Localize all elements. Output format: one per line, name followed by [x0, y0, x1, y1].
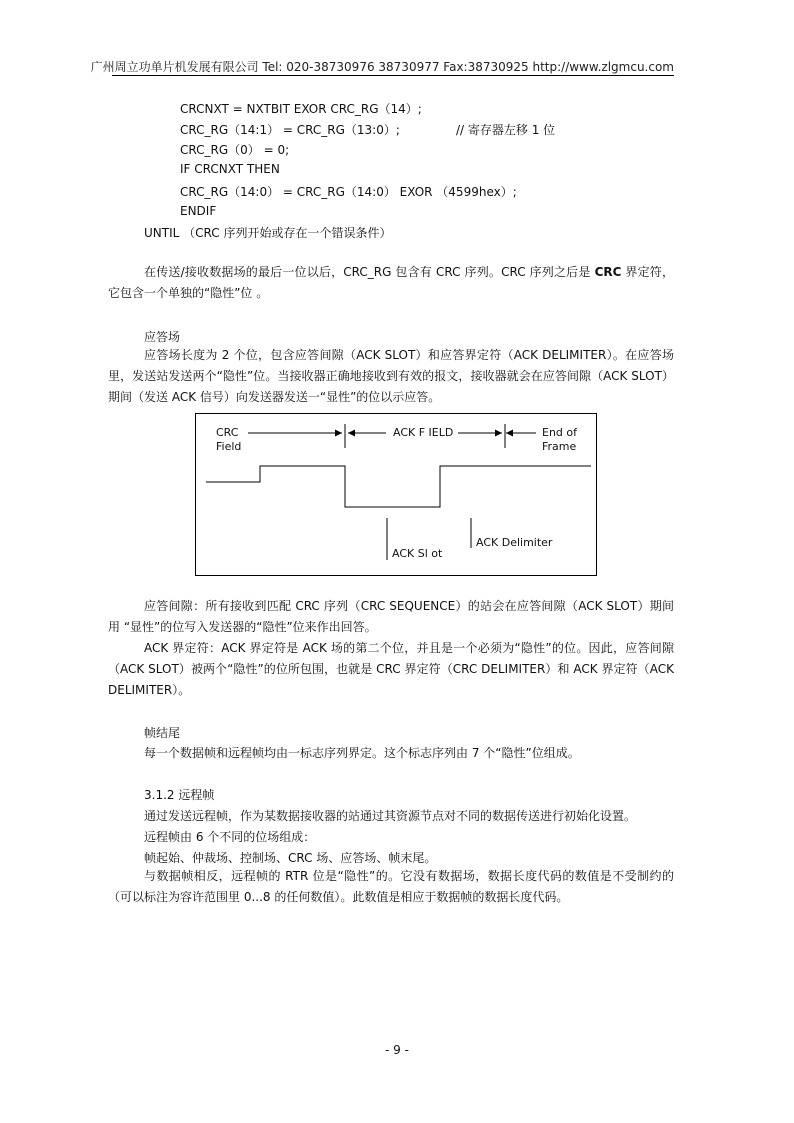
ack-field-label: ACK F IELD — [393, 426, 454, 439]
crc-delimiter-text-2: 界定符，它包含一个单独的“隐性”位 。 — [108, 265, 675, 300]
crc-delimiter-text-1: 在传送/接收数据场的最后一位以后，CRC_RG 包含有 CRC 序列。CRC 序列之后是 — [144, 265, 595, 279]
ack-slot-label: ACK Sl ot — [392, 547, 443, 560]
code-line-1: CRCNXT = NXTBIT EXOR CRC_RG（14）; — [180, 102, 422, 116]
ack-field-diagram — [195, 413, 597, 576]
header-rule — [112, 75, 674, 76]
ack-delimiter-label: ACK Delimiter — [476, 536, 553, 549]
crc-field-label-1: CRC — [216, 426, 239, 439]
eof-label-2: Frame — [542, 440, 577, 453]
eof-title: 帧结尾 — [144, 726, 181, 740]
code-line-2: CRC_RG（14:1） = CRC_RG（13:0）; — [180, 123, 400, 137]
code-line-5: CRC_RG（14:0） = CRC_RG（14:0） EXOR （4599hex）; — [180, 185, 517, 199]
code-line-7: UNTIL （CRC 序列开始或存在一个错误条件） — [144, 226, 392, 240]
eof-label-1: End of — [542, 426, 578, 439]
ack-field-title: 应答场 — [144, 330, 181, 344]
page-header: 广州周立功单片机发展有限公司 Tel: 020-38730976 38730977 Fax:38730925 http://www.zlgmcu.com — [90, 60, 674, 74]
code-line-6: ENDIF — [180, 204, 217, 218]
remote-frame-p4: 与数据帧相反，远程帧的 RTR 位是“隐性”的。它没有数据场，数据长度代码的数值是不受制约的（可以标注为容许范围里 0...8 的任何数值）。此数值是相应于数据帧的数据长度代码。 — [108, 869, 674, 904]
ack-field-paragraph: 应答场长度为 2 个位，包含应答间隙（ACK SLOT）和应答界定符（ACK DELIMITER）。在应答场里，发送站发送两个“隐性”位。当接收器正确地接收到有效的报文，接收器就会在应答间隙（ACK SLOT）期间（发送 ACK 信号）向发送器发送一“显性”的位以示应答。 — [108, 348, 674, 404]
remote-frame-heading: 3.1.2 远程帧 — [144, 788, 215, 802]
remote-frame-p1: 通过发送远程帧，作为某数据接收器的站通过其资源节点对不同的数据传送进行初始化设置。 — [144, 809, 637, 823]
eof-paragraph: 每一个数据帧和远程帧均由一标志序列界定。这个标志序列由 7 个“隐性”位组成。 — [144, 746, 580, 760]
remote-frame-p2: 远程帧由 6 个不同的位场组成： — [144, 830, 316, 844]
crc-field-label-2: Field — [216, 440, 242, 453]
ack-delimiter-paragraph: ACK 界定符：ACK 界定符是 ACK 场的第二个位，并且是一个必须为“隐性”的位。因此，应答间隙（ACK SLOT）被两个“隐性”的位所包围，也就是 CRC 界定符（CRC DELIMITER）和 ACK 界定符（ACK DELIMITER）。 — [108, 641, 674, 697]
page-number: - 9 - — [385, 1043, 409, 1057]
code-line-3: CRC_RG（0） = 0; — [180, 143, 290, 157]
crc-delimiter-paragraph — [108, 262, 674, 304]
code-line-4: IF CRCNXT THEN — [180, 162, 280, 176]
remote-frame-p3: 帧起始、仲裁场、控制场、CRC 场、应答场、帧末尾。 — [144, 851, 437, 865]
crc-bold: CRC — [594, 265, 622, 279]
ack-slot-paragraph: 应答间隙：所有接收到匹配 CRC 序列（CRC SEQUENCE）的站会在应答间隙（ACK SLOT）期间用 “显性”的位写入发送器的“隐性”位来作出回答。 — [108, 599, 674, 634]
bus-waveform — [206, 466, 591, 507]
code-line-2-comment: // 寄存器左移 1 位 — [456, 123, 556, 137]
